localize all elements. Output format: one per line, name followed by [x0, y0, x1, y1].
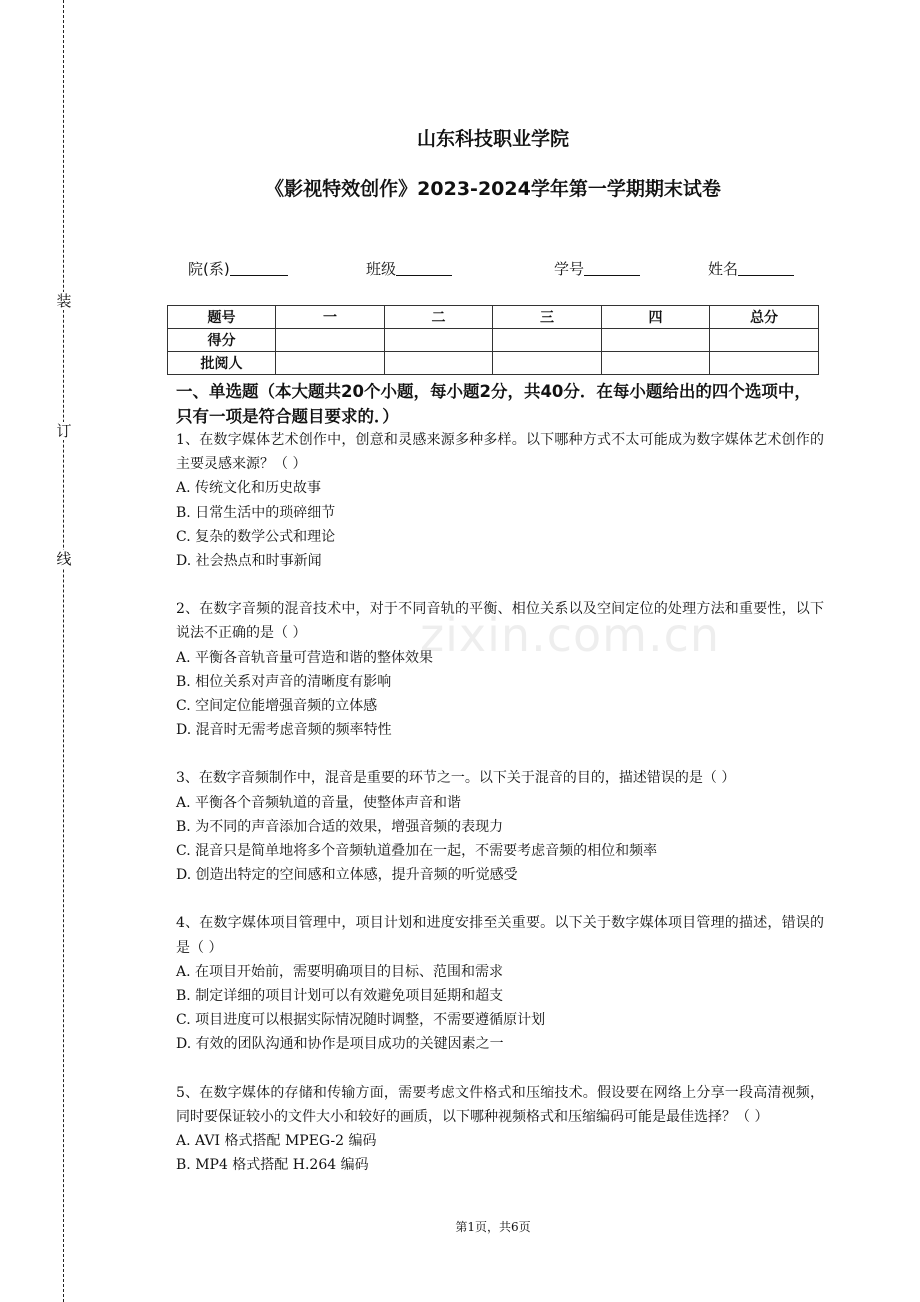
student-id-blank — [584, 261, 640, 276]
score-cell: 四 — [602, 306, 710, 329]
exam-title: 《影视特效创作》2023-2024学年第一学期期末试卷 — [265, 178, 721, 200]
option-b: B. MP4 格式搭配 H.264 编码 — [176, 1157, 369, 1174]
question-5 — [176, 1081, 824, 1178]
score-cell — [493, 329, 602, 352]
score-cell — [276, 329, 385, 352]
option-c: C. 混音只是简单地将多个音频轨道叠加在一起，不需要考虑音频的相位和频率 — [176, 843, 658, 860]
question-3 — [176, 766, 824, 887]
option-a: A. AVI 格式搭配 MPEG-2 编码 — [176, 1133, 377, 1150]
question-1 — [176, 428, 824, 573]
score-table-row — [168, 352, 819, 375]
option-a: A. 平衡各音轨音量可营造和谐的整体效果 — [176, 649, 434, 666]
score-cell — [602, 352, 710, 375]
question-list — [176, 428, 824, 1201]
name-blank — [738, 261, 794, 276]
score-table-header-row — [168, 306, 819, 329]
student-id-label: 学号 — [554, 260, 585, 278]
score-table-row — [168, 329, 819, 352]
question-stem: 2、在数字音频的混音技术中，对于不同音轨的平衡、相位关系以及空间定位的处理方法和重要性，以下说法不正确的是（ ） — [176, 601, 824, 642]
score-cell: 三 — [493, 306, 602, 329]
option-b: B. 制定详细的项目计划可以有效避免项目延期和超支 — [176, 988, 504, 1005]
score-cell: 题号 — [168, 306, 276, 329]
score-cell — [602, 329, 710, 352]
score-cell — [710, 329, 819, 352]
score-cell: 得分 — [168, 329, 276, 352]
score-cell: 二 — [385, 306, 493, 329]
dept-label: 院(系) — [188, 260, 230, 278]
score-cell — [493, 352, 602, 375]
option-a: A. 平衡各个音频轨道的音量，使整体声音和谐 — [176, 794, 462, 811]
question-2 — [176, 597, 824, 742]
binding-char-ding: 订 — [56, 422, 72, 440]
class-blank — [396, 261, 452, 276]
option-c: C. 复杂的数学公式和理论 — [176, 528, 336, 545]
option-d: D. 混音时无需考虑音频的频率特性 — [176, 722, 392, 739]
binding-char-xian: 线 — [56, 550, 72, 568]
school-name: 山东科技职业学院 — [416, 128, 569, 150]
score-cell: 一 — [276, 306, 385, 329]
option-c: C. 项目进度可以根据实际情况随时调整，不需要遵循原计划 — [176, 1012, 546, 1029]
class-label: 班级 — [366, 260, 397, 278]
score-cell — [385, 329, 493, 352]
binding-char-zhuang: 装 — [56, 292, 72, 310]
option-b: B. 相位关系对声音的清晰度有影响 — [176, 673, 392, 690]
option-d: D. 创造出特定的空间感和立体感，提升音频的听觉感受 — [176, 867, 518, 884]
watermark: zixin.com.cn — [420, 608, 721, 662]
section-heading: 一、单选题（本大题共20个小题，每小题2分，共40分．在每小题给出的四个选项中，只有一项是符合题目要求的．） — [176, 382, 811, 426]
option-c: C. 空间定位能增强音频的立体感 — [176, 698, 378, 715]
dept-blank — [230, 261, 288, 276]
name-label: 姓名 — [708, 260, 739, 278]
score-cell: 总分 — [710, 306, 819, 329]
question-stem: 3、在数字音频制作中，混音是重要的环节之一。以下关于混音的目的，描述错误的是（ ） — [176, 770, 736, 787]
dept-field — [188, 258, 288, 279]
option-b: B. 为不同的声音添加合适的效果，增强音频的表现力 — [176, 818, 504, 835]
option-b: B. 日常生活中的琐碎细节 — [176, 504, 336, 521]
question-4 — [176, 911, 824, 1056]
name-field — [708, 258, 794, 279]
score-cell: 批阅人 — [168, 352, 276, 375]
score-table — [167, 305, 819, 375]
option-a: A. 在项目开始前，需要明确项目的目标、范围和需求 — [176, 963, 504, 980]
page-footer: 第1页，共6页 — [455, 1220, 531, 1234]
option-a: A. 传统文化和历史故事 — [176, 480, 322, 497]
score-cell — [710, 352, 819, 375]
option-d: D. 有效的团队沟通和协作是项目成功的关键因素之一 — [176, 1036, 504, 1053]
student-id-field — [554, 258, 640, 279]
score-cell — [276, 352, 385, 375]
score-cell — [385, 352, 493, 375]
question-stem: 4、在数字媒体项目管理中，项目计划和进度安排至关重要。以下关于数字媒体项目管理的描述，错误的是（ ） — [176, 915, 824, 956]
class-field — [366, 258, 452, 279]
question-stem: 5、在数字媒体的存储和传输方面，需要考虑文件格式和压缩技术。假设要在网络上分享一段高清视频，同时要保证较小的文件大小和较好的画质，以下哪种视频格式和压缩编码可能是最佳选择？（ ） — [176, 1084, 824, 1125]
question-stem: 1、在数字媒体艺术创作中，创意和灵感来源多种多样。以下哪种方式不太可能成为数字媒体艺术创作的主要灵感来源？（ ） — [176, 432, 824, 473]
option-d: D. 社会热点和时事新闻 — [176, 553, 322, 570]
